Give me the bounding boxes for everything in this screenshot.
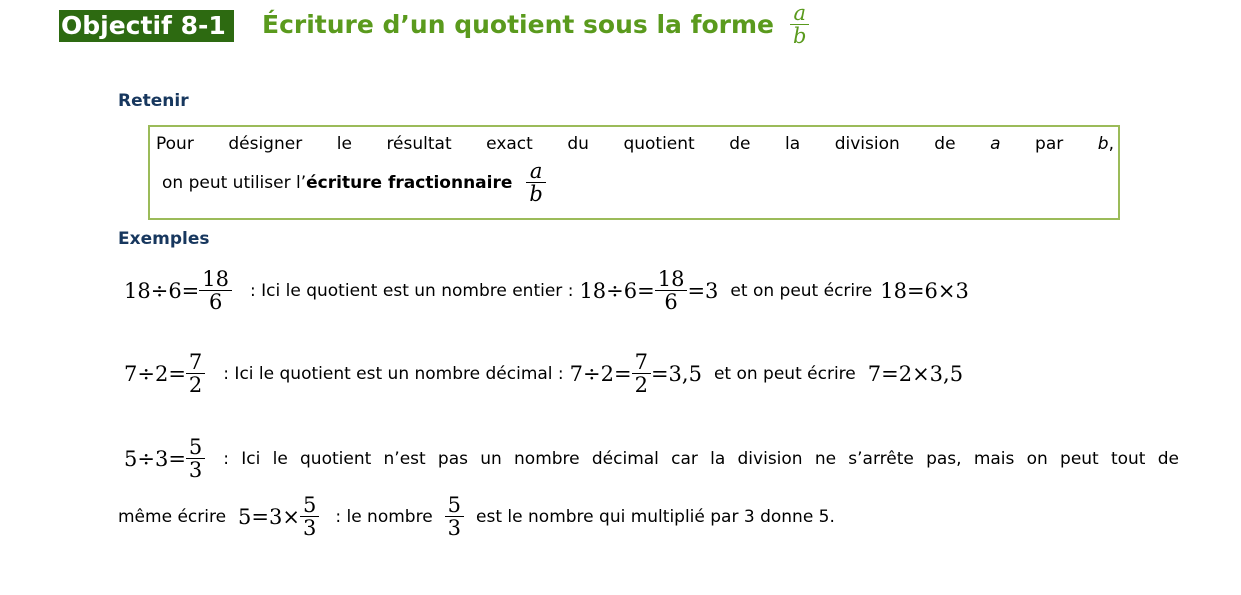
ex2-lhs: 7÷2= bbox=[124, 361, 186, 386]
ex1-result: =3 bbox=[687, 278, 719, 303]
ex3-word: nombre bbox=[514, 448, 580, 469]
objective-badge: Objectif 8-1 bbox=[59, 10, 234, 42]
ex1-lhs2: 18÷6= bbox=[579, 278, 655, 303]
ex3-fraction3-numerator: 5 bbox=[445, 494, 464, 517]
rule-word: quotient bbox=[623, 134, 695, 154]
rule-fraction bbox=[526, 160, 545, 205]
rule-fraction-numerator: a bbox=[526, 160, 545, 183]
rule-var-b-group bbox=[1098, 134, 1114, 154]
rule-word: de bbox=[729, 134, 751, 154]
ex1-fraction bbox=[199, 268, 232, 313]
ex3-word: Ici bbox=[241, 448, 261, 469]
ex3-word: quotient bbox=[300, 448, 372, 469]
ex3-word: : bbox=[223, 448, 230, 469]
ex2-text2: et on peut écrire bbox=[713, 363, 856, 384]
ex3-word: car bbox=[671, 448, 698, 469]
ex3-word: pas, bbox=[926, 448, 962, 469]
ex3-fraction2-numerator: 5 bbox=[300, 494, 319, 517]
rule-word: la bbox=[785, 134, 801, 154]
ex2-lhs2: 7÷2= bbox=[569, 361, 632, 386]
title-fraction-denominator: b bbox=[793, 24, 807, 49]
rule-line2-prefix: on peut utiliser l’ bbox=[162, 172, 307, 193]
ex2-result: =3,5 bbox=[650, 361, 702, 386]
title-fraction-numerator: a bbox=[790, 2, 809, 25]
rule-word: désigner bbox=[228, 134, 303, 154]
ex2-fraction2-denominator: 2 bbox=[634, 373, 648, 398]
ex3-fraction-denominator: 3 bbox=[188, 458, 203, 483]
ex2-fraction bbox=[186, 351, 205, 396]
ex2-fraction-denominator: 2 bbox=[188, 373, 203, 398]
ex1-fraction-denominator: 6 bbox=[208, 290, 223, 315]
ex1-fraction2 bbox=[655, 268, 688, 313]
rule-var-b: b bbox=[1097, 134, 1109, 154]
ex2-fraction2 bbox=[632, 351, 651, 396]
ex3-word: peut bbox=[1060, 448, 1099, 469]
ex1-lhs: 18÷6= bbox=[124, 278, 200, 303]
ex3-word: s’arrête bbox=[848, 448, 914, 469]
ex3-line2-prefix: même écrire bbox=[118, 506, 227, 527]
rule-highlight: écriture fractionnaire bbox=[306, 172, 513, 193]
ex3-word: de bbox=[1157, 448, 1179, 469]
ex2-fraction-numerator: 7 bbox=[186, 351, 205, 374]
rule-word: par bbox=[1035, 134, 1064, 154]
ex1-text2: et on peut écrire bbox=[730, 280, 873, 301]
page-title bbox=[262, 2, 809, 47]
ex1-fraction2-denominator: 6 bbox=[664, 290, 678, 315]
ex3-product: 5=3× bbox=[238, 504, 300, 529]
rule-word: de bbox=[934, 134, 956, 154]
example-1 bbox=[124, 268, 969, 313]
ex3-fraction3-denominator: 3 bbox=[447, 516, 462, 541]
ex3-word: pas bbox=[437, 448, 468, 469]
ex3-fraction2-denominator: 3 bbox=[302, 516, 317, 541]
rule-word: du bbox=[567, 134, 589, 154]
ex3-word: ne bbox=[814, 448, 837, 469]
ex3-lhs: 5÷3= bbox=[124, 446, 186, 471]
ex1-text: : Ici le quotient est un nombre entier : bbox=[250, 280, 574, 301]
ex3-word: un bbox=[480, 448, 502, 469]
ex3-fraction bbox=[186, 436, 205, 481]
exemples-heading: Exemples bbox=[118, 229, 210, 249]
ex1-product: 18=6×3 bbox=[880, 278, 969, 303]
rule-var-a: a bbox=[990, 134, 1001, 154]
rule-line-2 bbox=[162, 160, 546, 205]
page-title-text: Écriture d’un quotient sous la forme bbox=[262, 10, 774, 40]
example-3-continuation bbox=[118, 494, 835, 539]
retenir-heading: Retenir bbox=[118, 91, 189, 111]
rule-word: division bbox=[834, 134, 900, 154]
ex3-fraction2 bbox=[300, 494, 319, 539]
ex3-text bbox=[223, 449, 1179, 469]
rule-fraction-denominator: b bbox=[529, 182, 543, 207]
example-2 bbox=[124, 351, 963, 396]
ex3-text-end: est le nombre qui multiplié par 3 donne 5. bbox=[476, 506, 835, 527]
rule-word: Pour bbox=[156, 134, 194, 154]
rule-word: résultat bbox=[386, 134, 452, 154]
ex3-word: division bbox=[737, 448, 803, 469]
ex3-word: mais bbox=[973, 448, 1015, 469]
ex3-word: le bbox=[272, 448, 288, 469]
ex3-word: n’est bbox=[383, 448, 426, 469]
ex1-fraction-numerator: 18 bbox=[199, 268, 232, 291]
title-fraction bbox=[790, 2, 809, 47]
ex3-word: tout bbox=[1110, 448, 1146, 469]
rule-comma: , bbox=[1108, 134, 1114, 154]
ex3-fraction-numerator: 5 bbox=[186, 436, 205, 459]
ex2-text: : Ici le quotient est un nombre décimal : bbox=[223, 363, 564, 384]
rule-word: exact bbox=[486, 134, 533, 154]
ex3-word: la bbox=[710, 448, 726, 469]
rule-line-1 bbox=[156, 134, 1114, 154]
ex3-fraction3 bbox=[445, 494, 464, 539]
ex3-text-mid: : le nombre bbox=[335, 506, 433, 527]
ex2-fraction2-numerator: 7 bbox=[632, 351, 651, 374]
ex3-word: décimal bbox=[591, 448, 659, 469]
ex1-fraction2-numerator: 18 bbox=[655, 268, 688, 291]
rule-word: le bbox=[336, 134, 352, 154]
example-3 bbox=[124, 436, 1179, 481]
ex2-product: 7=2×3,5 bbox=[867, 361, 964, 386]
ex3-word: on bbox=[1026, 448, 1048, 469]
